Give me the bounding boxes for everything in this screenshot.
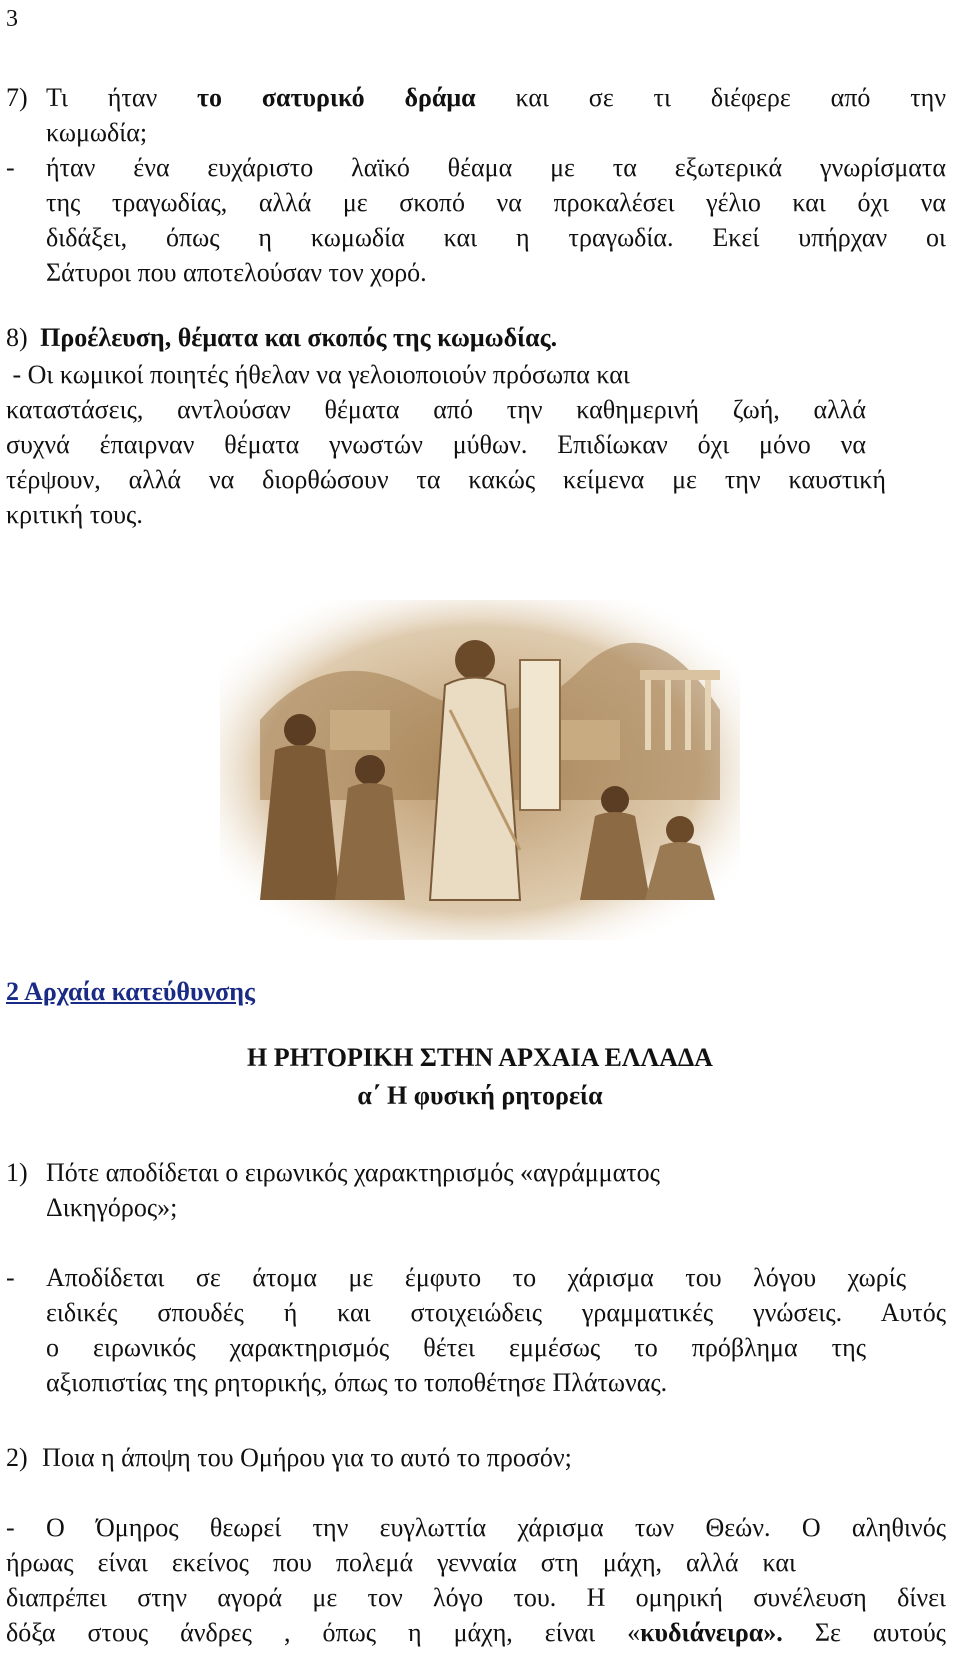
answer-line: Αποδίδεται σε άτομα με έμφυτο το χάρισμα του λόγου χωρίς [46, 1263, 906, 1292]
question-number: 2) [6, 1443, 28, 1472]
question-7 [6, 80, 946, 150]
answer-line: κριτική τους. [6, 500, 143, 529]
rhetoric-answer-2 [6, 1510, 946, 1650]
rhetoric-question-2 [6, 1440, 946, 1475]
kydianeira-term: κυδιάνειρα». [640, 1618, 783, 1647]
answer-line: της τραγωδίας, αλλά με σκοπό να προκαλέσει γέλιο και όχι να [46, 188, 946, 217]
answer-line: αξιοπιστίας της ρητορικής, όπως το τοποθέτησε Πλάτωνας. [46, 1368, 668, 1397]
question-7-line-1: Τι ήταν το σατυρικό δράμα και σε τι διέφερε από την [46, 83, 947, 112]
answer-line: ήταν ένα ευχάριστο λαϊκό θέαμα με τα εξωτερικά γνωρίσματα [46, 153, 946, 182]
question-number: 8) [6, 323, 28, 352]
question-line: Δικηγόρος»; [46, 1193, 178, 1222]
answer-line: τέρψουν, αλλά να διορθώσουν τα κακώς κείμενα με την καυστική [6, 465, 886, 494]
answer-line: ειδικές σπουδές ή και στοιχειώδεις γραμματικές γνώσεις. Αυτός [46, 1298, 946, 1327]
answer-dash: - [6, 153, 15, 182]
question-7-line-2: κωμωδία; [46, 118, 148, 147]
question-line: Πότε αποδίδεται ο ειρωνικός χαρακτηρισμός «αγράμματος [46, 1158, 660, 1187]
question-text: Ποια η άποψη του Ομήρου για το αυτό το προσόν; [42, 1443, 572, 1472]
question-number: 1) [6, 1158, 28, 1187]
heading-rhetoric: Η ΡΗΤΟΡΙΚΗ ΣΤΗΝ ΑΡΧΑΙΑ ΕΛΛΑΔΑ [247, 1043, 713, 1072]
answer-line: Σάτυροι που αποτελούσαν τον χορό. [46, 258, 427, 287]
heading-natural-rhetoric: α΄ Η φυσική ρητορεία [357, 1081, 603, 1110]
answer-line: ήρωας είναι εκείνος που πολεμά γενναία στη μάχη, αλλά και [6, 1548, 796, 1577]
question-8 [6, 320, 946, 355]
satyr-drama-term: το σατυρικό δράμα [197, 83, 476, 112]
answer-line: διδάξει, όπως η κωμωδία και η τραγωδία. Εκεί υπήρχαν οι [46, 223, 946, 252]
answer-8 [6, 357, 946, 532]
answer-line-last: δόξα στους άνδρες , όπως η μάχη, είναι «κυδιάνειρα». Σε αυτούς [6, 1618, 946, 1647]
rhetoric-answer-1 [6, 1260, 946, 1400]
answer-7 [6, 150, 946, 290]
answer-dash: - [6, 1263, 15, 1292]
answer-line: - Ο Όμηρος θεωρεί την ευγλωττία χάρισμα των Θεών. Ο αληθινός [6, 1513, 946, 1542]
answer-line: καταστάσεις, αντλούσαν θέματα από την καθημερινή ζωή, αλλά [6, 395, 866, 424]
answer-line: συχνά έπαιρναν θέματα γνωστών μύθων. Επιδίωκαν όχι μόνο να [6, 430, 866, 459]
answer-line: - Οι κωμικοί ποιητές ήθελαν να γελοιοποιούν πρόσωπα και [6, 360, 630, 389]
rhetoric-question-1 [6, 1155, 946, 1225]
orator-illustration [220, 600, 740, 940]
question-number: 7) [6, 83, 28, 112]
section-title: 2 Αρχαία κατεύθυνσης [6, 977, 255, 1006]
question-8-title: Προέλευση, θέματα και σκοπός της κωμωδίας. [40, 323, 558, 352]
answer-line: ο ειρωνικός χαρακτηρισμός θέτει εμμέσως το πρόβλημα της [46, 1333, 866, 1362]
page-number: 3 [6, 6, 18, 32]
answer-line: διαπρέπει στην αγορά με τον λόγο του. Η ομηρική συνέλευση δίνει [6, 1583, 946, 1612]
